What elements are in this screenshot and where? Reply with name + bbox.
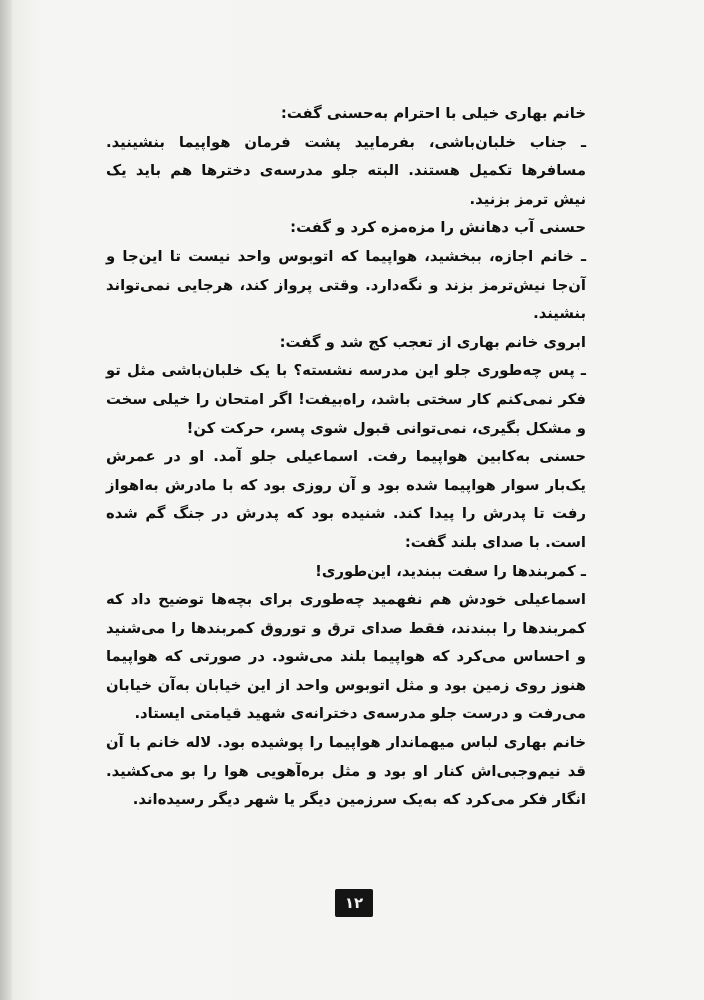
paragraph-7: حسنی به‌کابین هواپیما رفت. اسماعیلی جلو آمد. او در عمرش یک‌بار سوار هواپیما شده بود و آن روزی بود که با مادرش به‌اهواز رفت تا پدرش را پیدا کند. شنیده بود که پدرش در جنگ گم شده است. با صدای بلند گفت:: [106, 448, 586, 551]
paragraph-10: خانم بهاری لباس میهماندار هواپیما را پوشیده بود. لاله خانم با آن قد نیم‌وجبی‌اش کنار او بود و مثل بره‌آهویی هوا را بو می‌کشید. انگار فکر می‌کرد که به‌یک سرزمین دیگر یا شهر دیگر رسیده‌اند.: [106, 734, 586, 809]
page-binding-shadow: [0, 0, 12, 1000]
paragraph-1: خانم بهاری خیلی با احترام به‌حسنی گفت:: [280, 105, 586, 122]
paragraph-3: حسنی آب دهانش را مزه‌مزه کرد و گفت:: [290, 219, 586, 237]
page-number: ۱۲: [335, 889, 373, 917]
paragraph-5: ابروی خانم بهاری از تعجب کج شد و گفت:: [279, 333, 586, 351]
paragraph-2: ـ جناب خلبان‌باشی، بفرمایید پشت فرمان هواپیما بنشینید. مسافرها تکمیل هستند. البته جلو مدرسه‌ی دخترها هم باید یک نیش ترمز بزنید.: [106, 133, 586, 208]
paragraph-6: ـ پس چه‌طوری جلو این مدرسه نشسته؟ با یک خلبان‌باشی مثل تو فکر نمی‌کنم کار سختی باشد، راه‌بیفت! اگر امتحان را خیلی سخت و مشکل بگیری، نمی‌توانی قبول شوی پسر، حرکت کن!: [106, 362, 586, 437]
paragraph-4: ـ خانم اجازه، ببخشید، هواپیما که اتوبوس واحد نیست تا این‌جا و آن‌جا نیش‌ترمز بزند و نگه‌دارد. وقتی پرواز کند، هرجایی نمی‌تواند بنشیند.: [106, 247, 586, 323]
paragraph-8: ـ کمربندها را سفت ببندید، این‌طوری!: [315, 562, 586, 580]
story-text: [106, 100, 586, 815]
paragraph-9: اسماعیلی خودش هم نفهمید چه‌طوری برای بچه‌ها توضیح داد که کمربندها را ببندند، فقط صدای ترق و توروق کمربندها را می‌شنید و احساس می‌کرد که هواپیما بلند می‌شود. در صورتی که هواپیما هنوز روی زمین بود و مثل اتوبوس واحد از این خیابان به‌آن خیابان می‌رفت و درست جلو مدرسه‌ی دخترانه‌ی شهید قیامتی ایستاد.: [106, 591, 586, 723]
